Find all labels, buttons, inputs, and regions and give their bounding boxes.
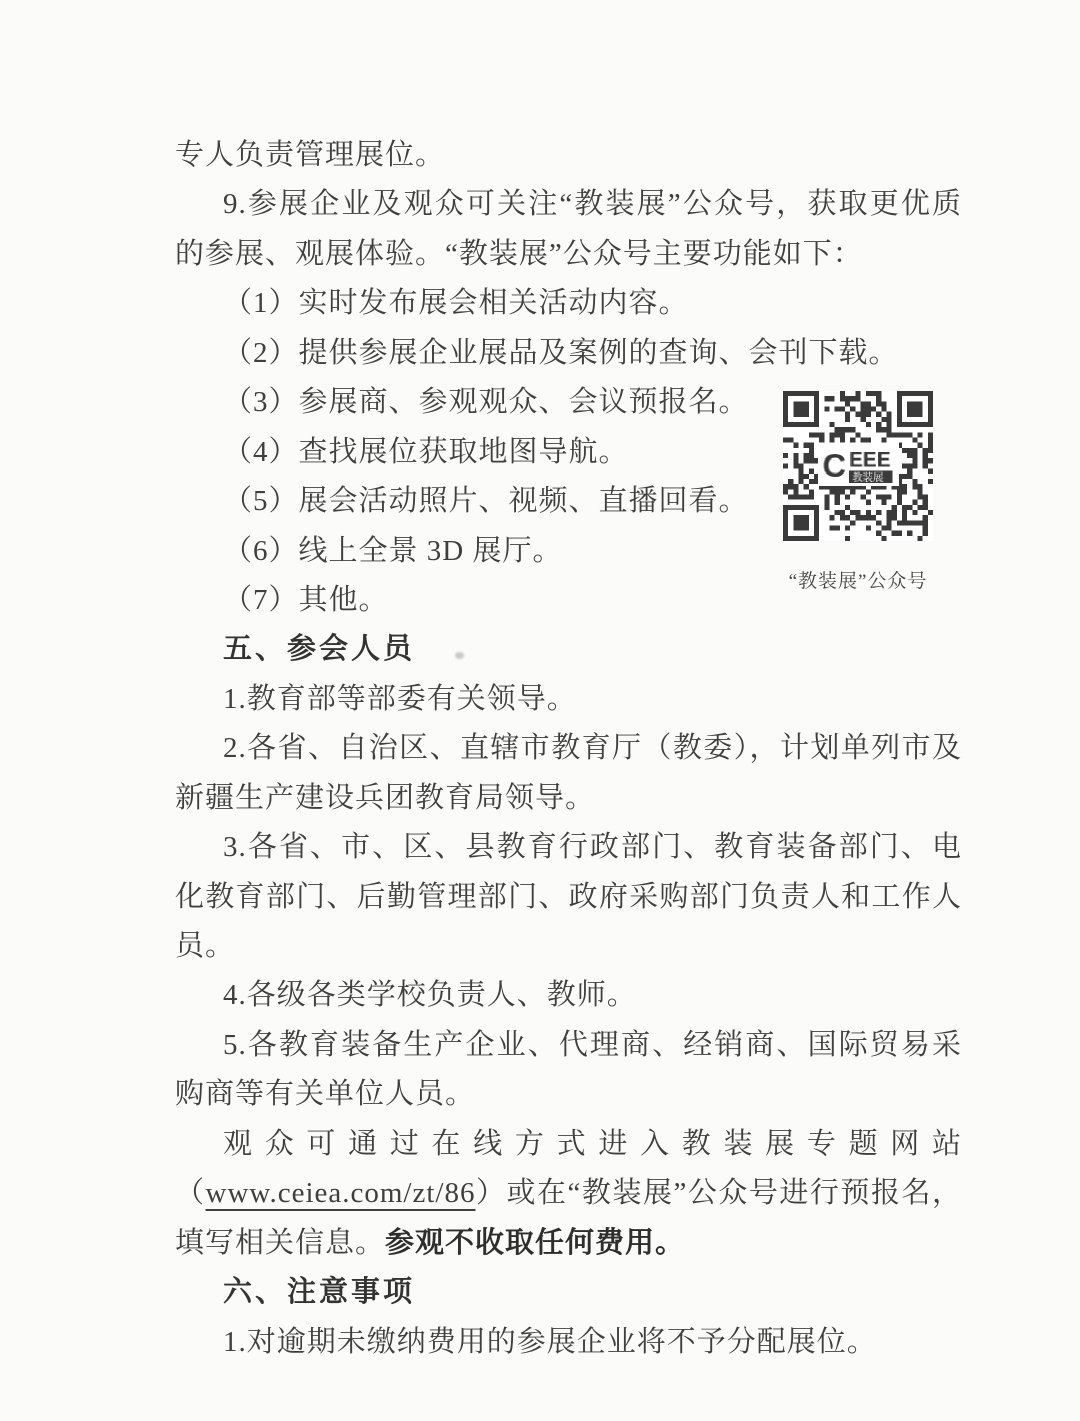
qr-block: [783, 391, 933, 593]
website-url: www.ceiea.com/zt/86: [205, 1177, 476, 1210]
doc-line-attendee-1: 1.教育部等部委有关领导。: [223, 682, 577, 715]
doc-line: 员。: [175, 930, 236, 962]
doc-line-attendee-4: 4.各级各类学校负责人、教师。: [223, 979, 637, 1012]
doc-line-func-3: （3）参展商、参观观众、会议预报名。: [223, 386, 749, 419]
doc-line-func-5: （5）展会活动照片、视频、直播回看。: [223, 485, 749, 518]
doc-line-func-1: （1）实时发布展会相关活动内容。: [223, 287, 689, 320]
doc-line-item-9: 9.参展企业及观众可关注“教装展”公众号，获取更优质: [223, 188, 962, 221]
doc-line: 新疆生产建设兵团教育局领导。: [175, 781, 596, 814]
doc-line-attendee-2: 2.各省、自治区、直辖市教育厅（教委），计划单列市及: [223, 732, 962, 765]
free-notice-bold: 参观不收取任何费用。: [385, 1226, 686, 1259]
doc-line-func-6: （6）线上全景 3D 展厅。: [223, 534, 563, 567]
doc-line-func-7: （7）其他。: [223, 583, 389, 616]
doc-line-free-notice: [175, 1219, 962, 1268]
doc-line-website: [175, 1169, 962, 1218]
free-notice-normal: 填写相关信息。: [175, 1226, 386, 1259]
doc-line-attendee-3: 3.各省、市、区、县教育行政部门、教育装备部门、电: [223, 831, 962, 864]
doc-line: 购商等有关单位人员。: [175, 1078, 476, 1111]
section-heading-attendees: 五、参会人员: [223, 633, 416, 666]
doc-line: 化教育部门、后勤管理部门、政府采购部门负责人和工作人: [175, 880, 962, 913]
doc-line-online-intro: 观众可通过在线方式进入教装展专题网站: [223, 1127, 962, 1160]
qr-code-image: [783, 391, 933, 541]
doc-line: 专人负责管理展位。: [175, 139, 446, 171]
document-body: [175, 131, 962, 1367]
website-rest: ）或在“教装展”公众号进行预报名，: [475, 1177, 962, 1210]
qr-caption: “教装展”公众号: [788, 571, 928, 592]
scan-artifact: [455, 652, 464, 659]
paren-open: （: [175, 1177, 206, 1210]
doc-line: 的参展、观展体验。“教装展”公众号主要功能如下：: [175, 237, 863, 270]
doc-line-attendee-5: 5.各教育装备生产企业、代理商、经销商、国际贸易采: [223, 1028, 962, 1061]
doc-line-note-1: 1.对逾期未缴纳费用的参展企业将不予分配展位。: [223, 1325, 877, 1358]
doc-line-func-2: （2）提供参展企业展品及案例的查询、会刊下载。: [223, 336, 899, 369]
doc-line-func-4: （4）查找展位获取地图导航。: [223, 435, 629, 468]
section-heading-notes: 六、注意事项: [223, 1276, 416, 1309]
